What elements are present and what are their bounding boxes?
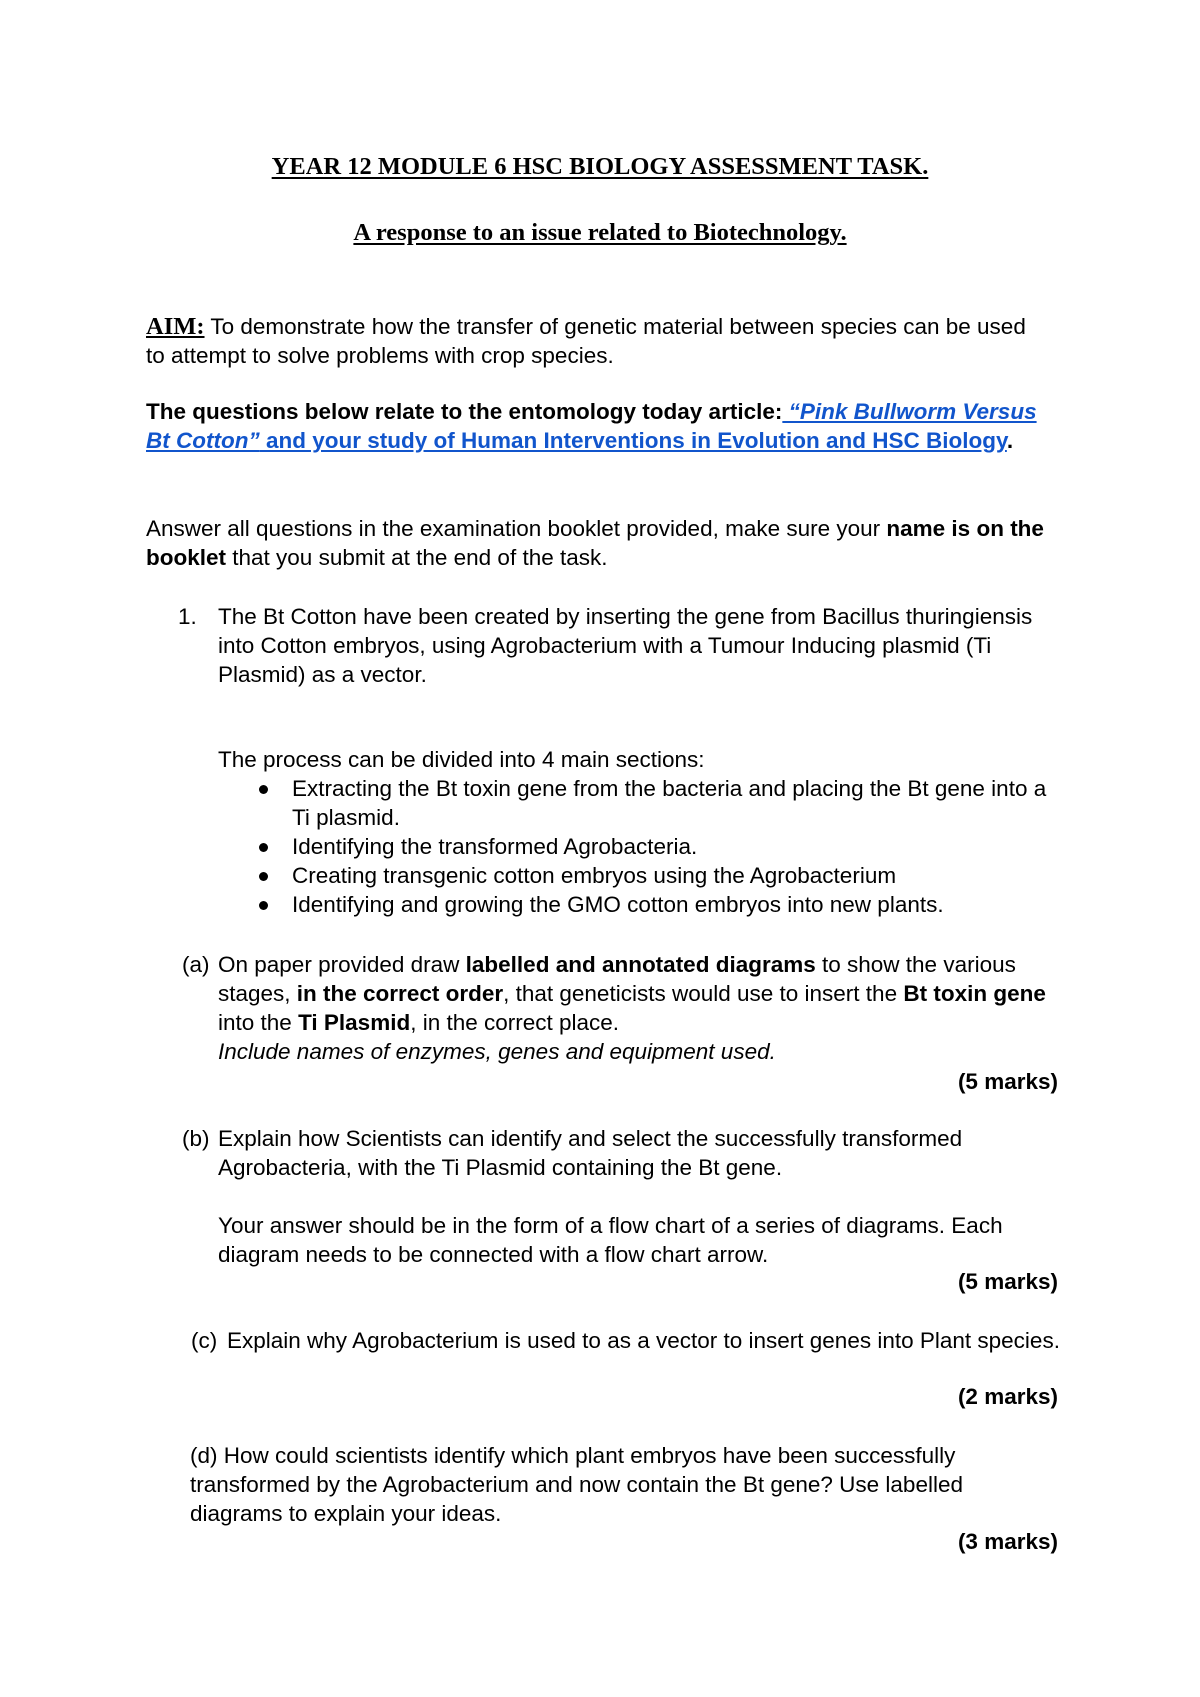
- part-c-marks: (2 marks): [957, 1384, 1058, 1409]
- part-a-t5: , in the correct place.: [410, 1010, 620, 1035]
- part-d-label: (d): [190, 1443, 218, 1468]
- part-a-label: (a): [182, 952, 210, 977]
- page-subtitle: A response to an issue related to Biotechnology.: [353, 219, 847, 246]
- question-1-text: The Bt Cotton have been created by inserting the gene from Bacillus thuringiensis into Cotton embryos, using Agrobacterium with a Tumour Inducing plasmid (Ti Plasmid) as a vector.: [218, 604, 1033, 687]
- aim-text: To demonstrate how the transfer of genetic material between species can be used to attempt to solve problems with crop species.: [146, 314, 1026, 368]
- intro-suffix: .: [1006, 428, 1014, 453]
- part-a-t1: On paper provided draw: [218, 952, 466, 977]
- part-a-b4: Ti Plasmid: [298, 1010, 411, 1035]
- part-a-t4: into the: [218, 1010, 299, 1035]
- page-title: YEAR 12 MODULE 6 HSC BIOLOGY ASSESSMENT TASK.: [271, 153, 929, 180]
- part-b-text-2: Your answer should be in the form of a flow chart of a series of diagrams. Each diagram needs to be connected with a flow chart arrow.: [218, 1213, 1003, 1267]
- part-a-t2: to show the various stages,: [218, 952, 1016, 1006]
- list-item-text: Extracting the Bt toxin gene from the bacteria and placing the Bt gene into a Ti plasmid.: [292, 776, 1047, 830]
- sections-list: [218, 774, 1068, 919]
- part-a-marks: (5 marks): [957, 1069, 1058, 1094]
- instructions-paragraph: [146, 514, 1066, 572]
- instructions-bold: name is on the booklet: [146, 516, 1044, 570]
- part-a-b2: in the correct order: [296, 981, 504, 1006]
- list-item: [218, 774, 1068, 832]
- part-c-label: (c): [191, 1328, 218, 1353]
- aim-label: AIM:: [146, 313, 205, 340]
- aim-paragraph: [146, 312, 1046, 370]
- part-a-italic: Include names of enzymes, genes and equipment used.: [218, 1039, 776, 1064]
- part-d: [190, 1441, 1040, 1528]
- bullet-icon: [259, 872, 268, 881]
- part-c-text-span: Explain why Agrobacterium is used to as a vector to insert genes into Plant species.: [227, 1328, 1060, 1353]
- article-link[interactable]: “Pink Bullworm Versus Bt Cotton”: [146, 399, 1037, 453]
- part-a-b3: Bt toxin gene: [903, 981, 1046, 1006]
- list-item-text: Identifying the transformed Agrobacteria.: [292, 834, 698, 859]
- bullet-icon: [259, 901, 268, 910]
- bullet-icon: [259, 843, 268, 852]
- part-a-t3: , that geneticists would use to insert the: [503, 981, 904, 1006]
- list-item: [218, 861, 1068, 890]
- list-item: [218, 832, 1068, 861]
- list-item: [218, 890, 1068, 919]
- list-item-text: Identifying and growing the GMO cotton embryos into new plants.: [292, 892, 944, 917]
- part-d-marks: (3 marks): [957, 1529, 1058, 1554]
- part-b-text-1: Explain how Scientists can identify and select the successfully transformed Agrobacteria, with the Ti Plasmid containing the Bt gene.: [218, 1126, 963, 1180]
- part-b-text: [218, 1124, 1068, 1269]
- intro-paragraph: [146, 397, 1066, 455]
- part-b-marks: (5 marks): [957, 1269, 1058, 1294]
- bullet-icon: [259, 785, 268, 794]
- list-item-text: Creating transgenic cotton embryos using the Agrobacterium: [292, 863, 897, 888]
- sections-intro: The process can be divided into 4 main sections:: [218, 747, 705, 772]
- question-1-number: 1.: [178, 604, 197, 629]
- part-d-text: [190, 1441, 1040, 1528]
- part-c-text: [227, 1326, 1067, 1355]
- part-a-b1: labelled and annotated diagrams: [465, 952, 816, 977]
- intro-prefix: The questions below relate to the entomology today article:: [146, 399, 783, 424]
- instructions-text-1: Answer all questions in the examination booklet provided, make sure your: [146, 516, 887, 541]
- study-link[interactable]: and your study of Human Interventions in Evolution and HSC Biology: [259, 428, 1007, 453]
- instructions-text-2: that you submit at the end of the task.: [226, 545, 608, 570]
- part-b-label: (b): [182, 1126, 210, 1151]
- part-d-text-span: How could scientists identify which plant embryos have been successfully transformed by the Agrobacterium and now contain the Bt gene? Use labelled diagrams to explain your ideas.: [190, 1443, 963, 1526]
- part-a-text: [218, 950, 1068, 1066]
